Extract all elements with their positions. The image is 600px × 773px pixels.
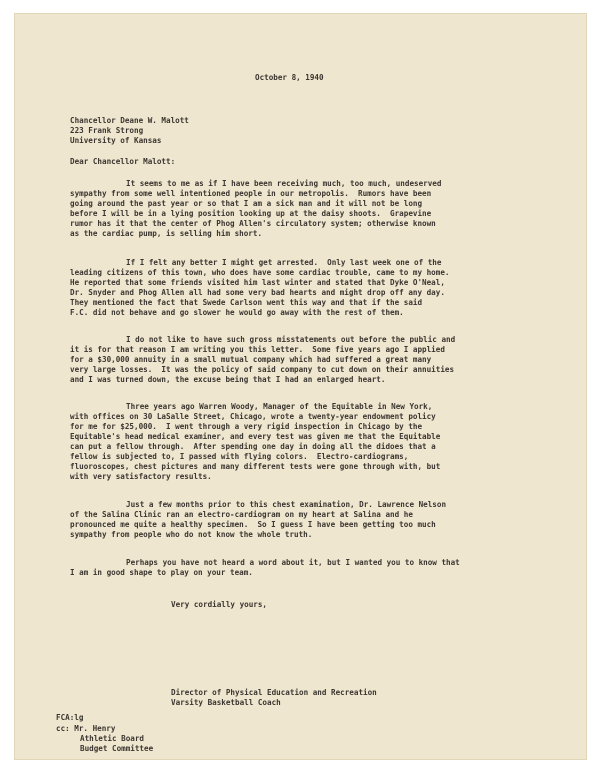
paragraph-line: very large losses. It was the policy of said company to cut down on their annuities: [70, 365, 455, 374]
recipient-name: Chancellor Deane W. Malott: [70, 116, 189, 125]
cc-line: Budget Committee: [80, 744, 154, 753]
letter-page: [14, 13, 587, 760]
paragraph-line: F.C. did not behave and go slower he would go away with the rest of them.: [70, 308, 404, 317]
paragraph-line: I am in good shape to play on your team.: [70, 568, 253, 577]
paragraph-line: If I felt any better I might get arrested. Only last week one of the: [126, 258, 442, 267]
paragraph-line: Perhaps you have not heard a word about it, but I wanted you to know that: [126, 558, 460, 567]
paragraph-line: for a $30,000 annuity in a small mutual company which had suffered a great many: [70, 355, 432, 364]
signature-title: Director of Physical Education and Recreation: [171, 688, 377, 697]
paragraph-line: can put a fellow through. After spending one day in doing all the didoes that a: [70, 442, 436, 451]
letter-date: October 8, 1940: [255, 73, 324, 82]
cc-line: Athletic Board: [80, 734, 145, 743]
typist-initials: FCA:lg: [56, 713, 84, 722]
paragraph-line: He reported that some friends visited him last winter and stated that Dyke O'Neal,: [70, 278, 445, 287]
paragraph-line: leading citizens of this town, who does have some cardiac trouble, came to my home.: [70, 268, 450, 277]
paragraph-line: for me for $25,000. I went through a very rigid inspection in Chicago by the: [70, 422, 423, 431]
paragraph-line: sympathy from people who do not know the whole truth.: [70, 530, 313, 539]
paragraph-line: pronounced me quite a healthy specimen. So I guess I have been getting too much: [70, 520, 436, 529]
paragraph-line: It seems to me as if I have been receiving much, too much, undeserved: [126, 179, 442, 188]
salutation: Dear Chancellor Malott:: [70, 157, 176, 166]
recipient-street: 223 Frank Strong: [70, 126, 144, 135]
paragraph-line: I do not like to have such gross misstatements out before the public and: [126, 335, 456, 344]
closing: Very cordially yours,: [171, 600, 268, 609]
paragraph-line: fluoroscopes, chest pictures and many different tests were gone through with, but: [70, 462, 441, 471]
paragraph-line: as the cardiac pump, is selling him short.: [70, 229, 263, 238]
paragraph-line: going around the past year or so that I am a sick man and it will not be long: [70, 199, 423, 208]
paragraph-line: of the Salina Clinic ran an electro-cardiogram on my heart at Salina and he: [70, 510, 413, 519]
paragraph-line: sympathy from some well intentioned people in our metropolis. Rumors have been: [70, 189, 432, 198]
recipient-institution: University of Kansas: [70, 136, 162, 145]
paragraph-line: it is for that reason I am writing you this letter. Some five years ago I applied: [70, 345, 445, 354]
paragraph-line: before I will be in a lying position looking up at the daisy shoots. Grapevine: [70, 209, 432, 218]
paragraph-line: Three years ago Warren Woody, Manager of the Equitable in New York,: [126, 402, 433, 411]
paragraph-line: fellow is subjected to, I passed with flying colors. Electro-cardiograms,: [70, 452, 409, 461]
paragraph-line: with offices on 30 LaSalle Street, Chicago, wrote a twenty-year endowment policy: [70, 412, 436, 421]
paragraph-line: and I was turned down, the excuse being that I had an enlarged heart.: [70, 375, 386, 384]
paragraph-line: rumor has it that the center of Phog Allen's circulatory system; otherwise known: [70, 219, 436, 228]
paragraph-line: Equitable's head medical examiner, and every test was given me that the Equitable: [70, 432, 441, 441]
paragraph-line: Just a few months prior to this chest examination, Dr. Lawrence Nelson: [126, 500, 447, 509]
paragraph-line: with very satisfactory results.: [70, 472, 212, 481]
signature-subtitle: Varsity Basketball Coach: [171, 698, 281, 707]
paragraph-line: They mentioned the fact that Swede Carlson went this way and that if the said: [70, 298, 423, 307]
paragraph-line: Dr. Snyder and Phog Allen all had some very bad hearts and might drop off any day.: [70, 288, 445, 297]
cc-line: cc: Mr. Henry: [56, 724, 116, 733]
